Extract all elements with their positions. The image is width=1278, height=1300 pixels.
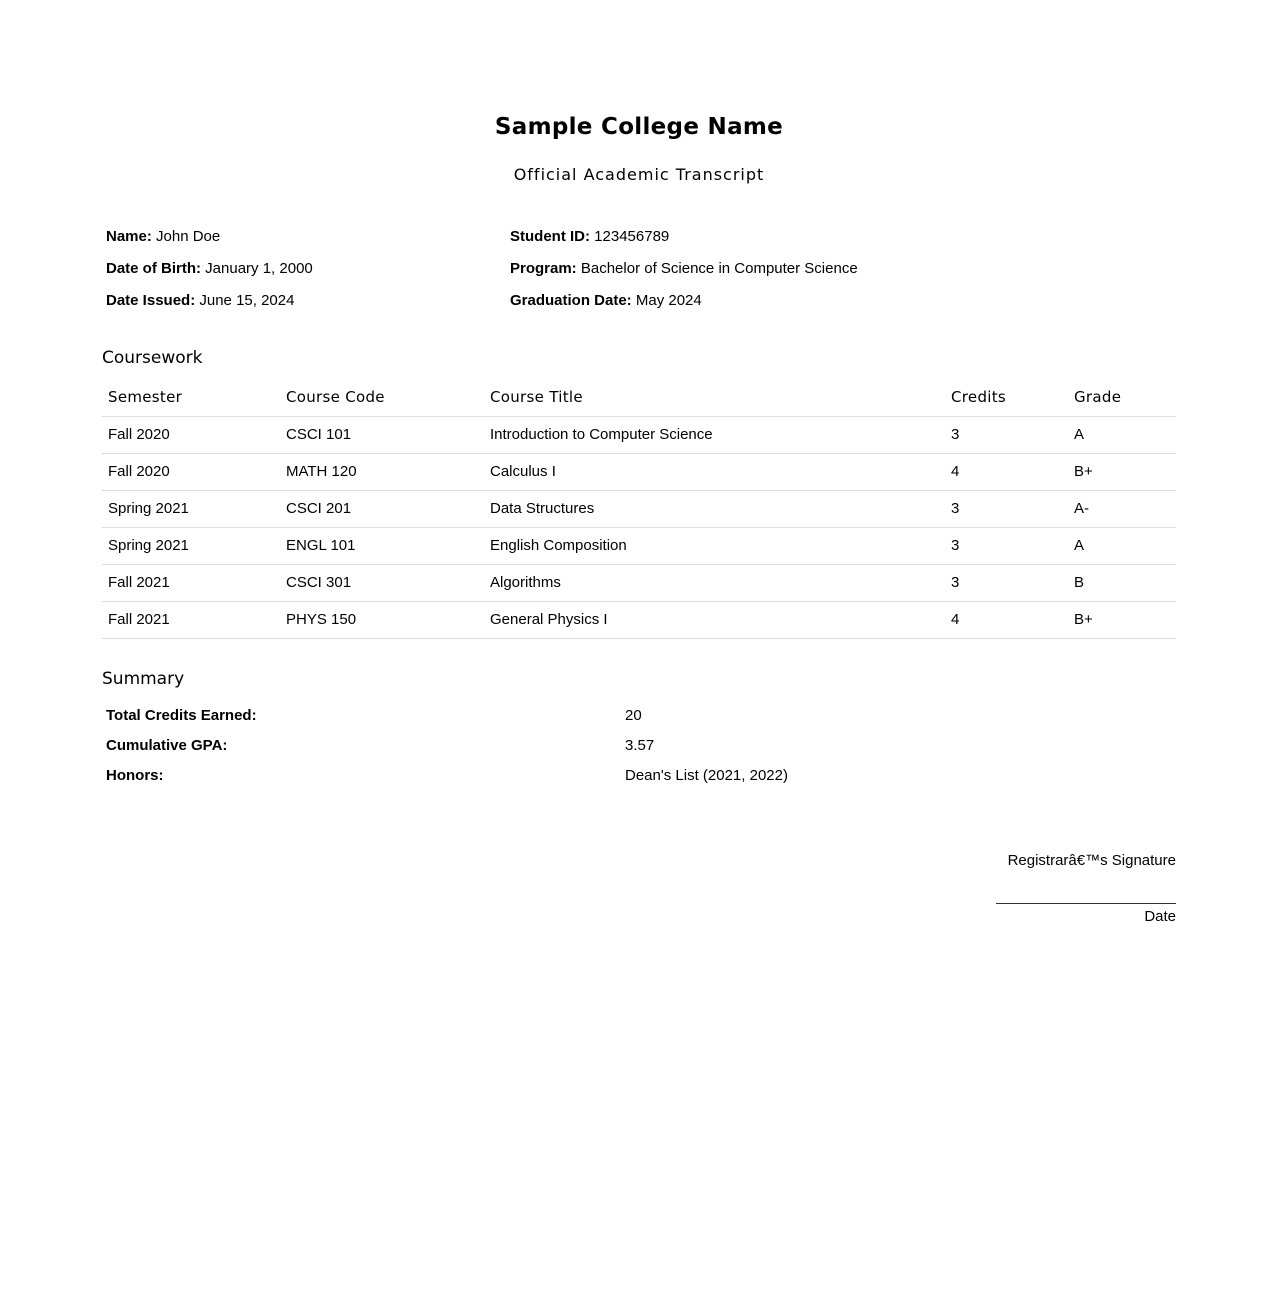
table-row xyxy=(102,564,1176,601)
cell-course-code: CSCI 301 xyxy=(280,564,484,601)
cell-course-code: CSCI 201 xyxy=(280,490,484,527)
cell-credits: 3 xyxy=(945,564,1068,601)
cell-course-code: ENGL 101 xyxy=(280,527,484,564)
student-id-value: 123456789 xyxy=(594,228,670,245)
student-info-right xyxy=(510,226,858,322)
date-of-birth xyxy=(106,258,313,290)
cell-course-title: English Composition xyxy=(484,527,945,564)
cell-credits: 3 xyxy=(945,527,1068,564)
document-subtitle: Official Academic Transcript xyxy=(513,165,765,184)
cell-course-title: Data Structures xyxy=(484,490,945,527)
column-header-semester: Semester xyxy=(102,379,280,416)
table-row xyxy=(102,453,1176,490)
program-label: Program: xyxy=(510,260,577,277)
college-name: Sample College Name xyxy=(494,114,784,140)
date-of-birth-label: Date of Birth: xyxy=(106,260,201,277)
cell-credits: 4 xyxy=(945,453,1068,490)
cell-semester: Fall 2020 xyxy=(102,416,280,453)
program xyxy=(510,258,858,290)
column-header-grade: Grade xyxy=(1068,379,1176,416)
date-issued-value: June 15, 2024 xyxy=(199,292,295,309)
student-info-left xyxy=(106,226,313,322)
summary-heading: Summary xyxy=(102,669,185,689)
table-row xyxy=(102,490,1176,527)
summary-row-gpa xyxy=(106,731,1176,761)
cell-course-code: PHYS 150 xyxy=(280,601,484,638)
cell-semester: Fall 2021 xyxy=(102,601,280,638)
cell-semester: Fall 2020 xyxy=(102,453,280,490)
student-name-value: John Doe xyxy=(156,228,221,245)
summary-table xyxy=(106,701,1176,791)
date-issued-label: Date Issued: xyxy=(106,292,196,309)
date-issued xyxy=(106,290,313,322)
honors-value: Dean's List (2021, 2022) xyxy=(625,767,788,784)
student-name xyxy=(106,226,313,258)
student-id-label: Student ID: xyxy=(510,228,590,245)
cell-course-title: General Physics I xyxy=(484,601,945,638)
cell-grade: A xyxy=(1068,416,1176,453)
cell-semester: Fall 2021 xyxy=(102,564,280,601)
cell-credits: 3 xyxy=(945,416,1068,453)
signature-line xyxy=(996,903,1176,904)
gpa-value: 3.57 xyxy=(625,737,655,754)
column-header-credits: Credits xyxy=(945,379,1068,416)
column-header-course-title: Course Title xyxy=(484,379,945,416)
cell-grade: B xyxy=(1068,564,1176,601)
registrar-signature-label: Registrarâ€™s Signature xyxy=(1007,852,1176,869)
cell-grade: A- xyxy=(1068,490,1176,527)
cell-credits: 4 xyxy=(945,601,1068,638)
honors-label: Honors: xyxy=(106,767,164,784)
cell-course-title: Introduction to Computer Science xyxy=(484,416,945,453)
cell-grade: B+ xyxy=(1068,453,1176,490)
column-header-course-code: Course Code xyxy=(280,379,484,416)
graduation-date-value: May 2024 xyxy=(635,292,702,309)
cell-grade: A xyxy=(1068,527,1176,564)
signature-block xyxy=(876,850,1176,927)
graduation-date xyxy=(510,290,858,322)
cell-course-title: Calculus I xyxy=(484,453,945,490)
cell-course-title: Algorithms xyxy=(484,564,945,601)
total-credits-value: 20 xyxy=(625,707,642,724)
graduation-date-label: Graduation Date: xyxy=(510,292,632,309)
total-credits-label: Total Credits Earned: xyxy=(106,707,257,724)
student-id xyxy=(510,226,858,258)
summary-row-honors xyxy=(106,761,1176,791)
cell-course-code: MATH 120 xyxy=(280,453,484,490)
table-header-row xyxy=(102,379,1176,416)
coursework-heading: Coursework xyxy=(102,348,203,368)
cell-semester: Spring 2021 xyxy=(102,490,280,527)
table-row xyxy=(102,601,1176,638)
signature-date-label: Date xyxy=(1144,908,1176,925)
gpa-label: Cumulative GPA: xyxy=(106,737,228,754)
table-row xyxy=(102,416,1176,453)
program-value: Bachelor of Science in Computer Science xyxy=(580,260,858,277)
summary-row-total-credits xyxy=(106,701,1176,731)
table-row xyxy=(102,527,1176,564)
student-name-label: Name: xyxy=(106,228,152,245)
cell-grade: B+ xyxy=(1068,601,1176,638)
date-of-birth-value: January 1, 2000 xyxy=(205,260,313,277)
cell-credits: 3 xyxy=(945,490,1068,527)
cell-semester: Spring 2021 xyxy=(102,527,280,564)
cell-course-code: CSCI 101 xyxy=(280,416,484,453)
coursework-table xyxy=(102,379,1176,639)
